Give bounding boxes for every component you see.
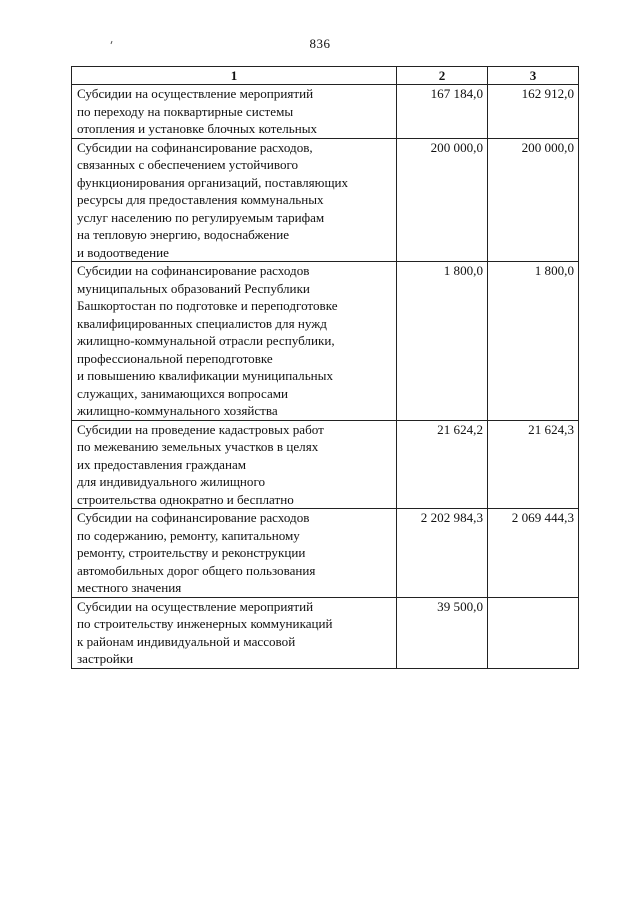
description-line: Субсидии на проведение кадастровых работ: [77, 421, 324, 437]
row-amount-col-2: 39 500,0: [397, 597, 488, 668]
table-row: [72, 509, 579, 598]
description-line: ремонту, строительству и реконструкции: [77, 545, 306, 560]
table-row: [72, 85, 579, 139]
description-line: Субсидии на софинансирование расходов,: [77, 139, 313, 155]
description-line: Субсидии на осуществление мероприятий: [77, 86, 314, 101]
header-col-1: 1: [72, 67, 397, 85]
description-line: застройки: [77, 651, 134, 666]
row-amount-col-3: 2 069 444,3: [488, 509, 579, 598]
header-row: [72, 67, 579, 85]
description-line: по переходу на поквартирные системы: [77, 103, 294, 119]
description-line: на тепловую энергию, водоснабжение: [77, 227, 290, 242]
description-line: автомобильных дорог общего пользования: [77, 562, 316, 578]
header-col-3: 3: [488, 67, 579, 85]
description-line: и повышению квалификации муниципальных: [77, 368, 334, 383]
header-col-2: 2: [397, 67, 488, 85]
subsidy-table: [71, 66, 579, 669]
description-line: муниципальных образований Республики: [77, 280, 310, 296]
description-line: по содержанию, ремонту, капитальному: [77, 527, 300, 543]
description-line: местного значения: [77, 580, 182, 595]
row-amount-col-2: 200 000,0: [397, 138, 488, 262]
description-line: строительства однократно и бесплатно: [77, 491, 294, 507]
description-line: жилищно-коммунальной отрасли республики,: [77, 333, 335, 348]
description-line: услуг населению по регулируемым тарифам: [77, 209, 325, 225]
row-amount-col-3: 21 624,3: [488, 420, 579, 509]
row-description: [72, 509, 397, 598]
row-amount-col-3: 1 800,0: [488, 262, 579, 421]
description-line: служащих, занимающихся вопросами: [77, 385, 289, 401]
row-description: [72, 85, 397, 139]
description-line: и водоотведение: [77, 244, 169, 260]
row-description: [72, 138, 397, 262]
description-line: их предоставления гражданам: [77, 456, 247, 472]
description-line: квалифицированных специалистов для нужд: [77, 315, 327, 331]
row-amount-col-3: 162 912,0: [488, 85, 579, 139]
row-amount-col-3: [488, 597, 579, 668]
description-line: жилищно-коммунального хозяйства: [77, 403, 278, 418]
row-amount-col-2: 2 202 984,3: [397, 509, 488, 598]
row-description: [72, 420, 397, 509]
description-line: Субсидии на софинансирование расходов: [77, 263, 310, 278]
description-line: по межеванию земельных участков в целях: [77, 439, 319, 454]
description-line: к районам индивидуальной и массовой: [77, 633, 296, 649]
table-row: [72, 138, 579, 262]
description-line: отопления и установке блочных котельных: [77, 121, 318, 136]
description-line: для индивидуального жилищного: [77, 474, 266, 489]
description-line: ресурсы для предоставления коммунальных: [77, 192, 324, 207]
description-line: Башкортостан по подготовке и переподготовке: [77, 298, 338, 313]
description-line: профессиональной переподготовке: [77, 350, 273, 366]
row-amount-col-3: 200 000,0: [488, 138, 579, 262]
row-description: [72, 262, 397, 421]
description-line: по строительству инженерных коммуникаций: [77, 616, 333, 631]
row-amount-col-2: 21 624,2: [397, 420, 488, 509]
row-amount-col-2: 167 184,0: [397, 85, 488, 139]
description-line: функционирования организаций, поставляющих: [77, 174, 349, 190]
row-amount-col-2: 1 800,0: [397, 262, 488, 421]
table-row: [72, 420, 579, 509]
description-line: связанных с обеспечением устойчивого: [77, 157, 299, 172]
table-row: [72, 597, 579, 668]
description-line: Субсидии на софинансирование расходов: [77, 510, 310, 525]
description-line: Субсидии на осуществление мероприятий: [77, 598, 314, 614]
table-row: [72, 262, 579, 421]
row-description: [72, 597, 397, 668]
page-number: 836: [309, 36, 331, 51]
